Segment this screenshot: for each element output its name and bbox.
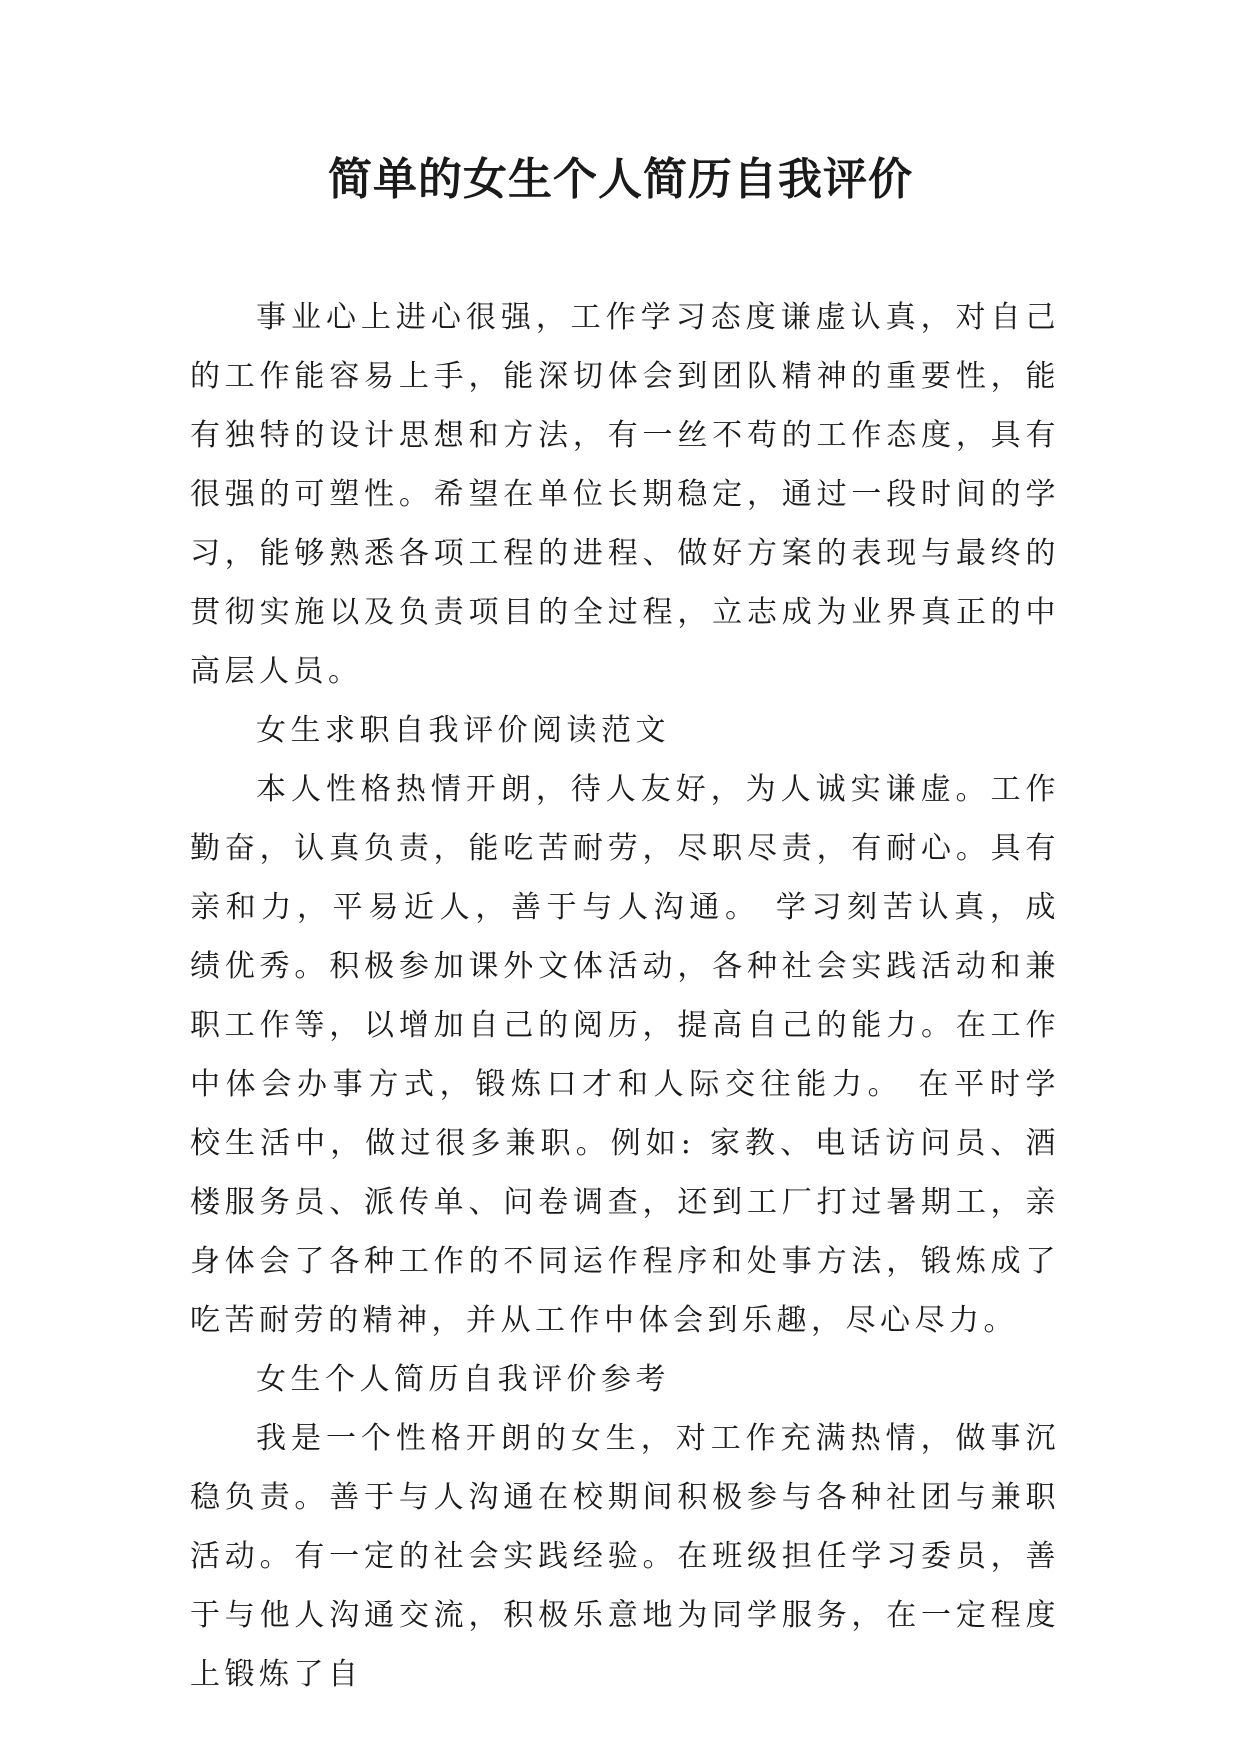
section-heading-reference: 女生个人简历自我评价参考	[256, 1362, 670, 1397]
paragraph-self-description: 我是一个性格开朗的女生，对工作充满热情，做事沉稳负责。善于与人沟通在校期间积极参与各种社团与兼职活动。有一定的社会实践经验。在班级担任学习委员，善于与他人沟通交流，积极乐意地为同学服务，在一定程度上锻炼了自	[190, 1421, 1060, 1692]
section-heading-sample-essay: 女生求职自我评价阅读范文	[256, 713, 670, 748]
paragraph-personality: 本人性格热情开朗，待人友好，为人诚实谦虚。工作勤奋，认真负责，能吃苦耐劳，尽职尽责，有耐心。具有亲和力，平易近人，善于与人沟通。 学习刻苦认真，成绩优秀。积极参加课外文体活动，各种社会实践活动和兼职工作等，以增加自己的阅历，提高自己的能力。在工作中体会办事方式，锻炼口才和人际交往能力。 在平时学校生活中，做过很多兼职。例如: 家教、电话访问员、酒楼服务员、派传单、问卷调查，还到工厂打过暑期工，亲身体会了各种工作的不同运作程序和处事方法，锻炼成了吃苦耐劳的精神，并从工作中体会到乐趣，尽心尽力。	[190, 772, 1060, 1338]
document-body	[190, 288, 1060, 1704]
paragraph-intro: 事业心上进心很强，工作学习态度谦虚认真，对自己的工作能容易上手，能深切体会到团队精神的重要性，能有独特的设计思想和方法，有一丝不苟的工作态度，具有很强的可塑性。希望在单位长期稳定，通过一段时间的学习，能够熟悉各项工程的进程、做好方案的表现与最终的贯彻实施以及负责项目的全过程，立志成为业界真正的中高层人员。	[190, 300, 1060, 689]
document-title: 简单的女生个人简历自我评价	[328, 154, 913, 205]
